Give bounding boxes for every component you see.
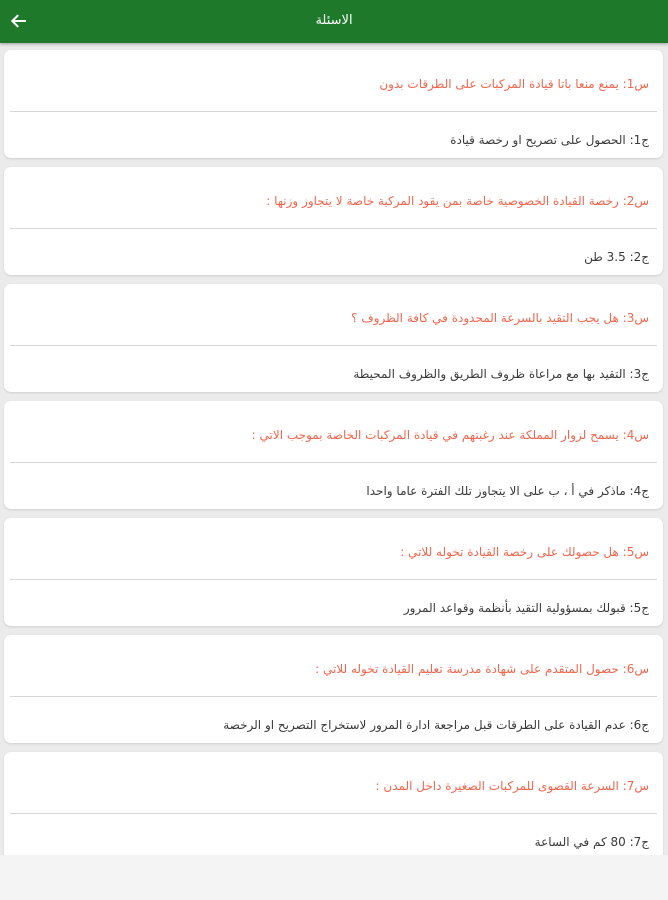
question-card[interactable] <box>4 284 663 392</box>
app-bar <box>0 0 668 43</box>
answer-text: ج4: ماذكر في أ ، ب على الا يتجاوز تلك الفترة عاما واحدا <box>366 484 649 498</box>
question-card[interactable] <box>4 518 663 626</box>
question-text: س2: رخصة القيادة الخصوصية خاصة بمن يقود المركبة خاصة لا يتجاوز وزنها : <box>266 194 649 208</box>
question-text: س6: حصول المتقدم على شهادة مدرسة تعليم القيادة تخوله للاتي : <box>315 662 649 676</box>
answer-text: ج2: 3.5 طن <box>584 250 649 264</box>
divider <box>10 111 657 112</box>
divider <box>10 228 657 229</box>
question-text: س4: يسمح لزوار المملكة عند رغبتهم في قيادة المركبات الخاصة بموجب الاتي : <box>251 428 649 442</box>
answer-text: ج5: قبولك بمسؤولية التقيد بأنظمة وقواعد المرور <box>403 601 649 615</box>
divider <box>10 579 657 580</box>
answer-text: ج3: التقيد بها مع مراعاة ظروف الطريق والظروف المحيطة <box>353 367 649 381</box>
page-title: الاسئلة <box>315 13 353 28</box>
bottom-area <box>0 855 668 900</box>
question-text: س1: يمنع منعا باتا قيادة المركبات على الطرقات بدون <box>379 77 649 91</box>
divider <box>10 696 657 697</box>
question-card[interactable] <box>4 401 663 509</box>
question-text: س3: هل يجب التقيد بالسرعة المحدودة في كافة الظروف ؟ <box>351 311 649 325</box>
question-text: س7: السرعة القصوى للمركبات الصغيرة داخل المدن : <box>375 779 649 793</box>
question-text: س5: هل حصولك على رخصة القيادة تخوله للاتي : <box>400 545 649 559</box>
answer-text: ج6: عدم القيادة على الطرقات قبل مراجعة ادارة المرور لاستخراج التصريح او الرخصة <box>223 718 649 732</box>
answer-text: ج7: 80 كم في الساعة <box>534 835 649 849</box>
question-card[interactable] <box>4 167 663 275</box>
divider <box>10 462 657 463</box>
divider <box>10 345 657 346</box>
answer-text: ج1: الحصول على تصريح او رخصة قيادة <box>450 133 649 147</box>
questions-list[interactable] <box>0 43 668 855</box>
question-card[interactable] <box>4 50 663 158</box>
question-card[interactable] <box>4 752 663 855</box>
divider <box>10 813 657 814</box>
question-card[interactable] <box>4 635 663 743</box>
